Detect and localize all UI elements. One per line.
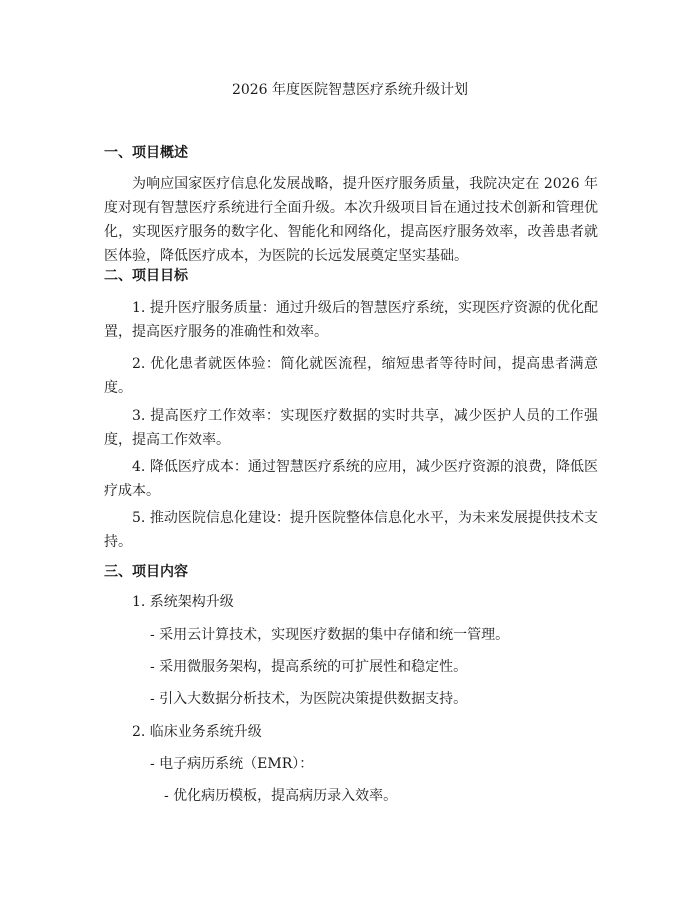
content-subitem: - 电子病历系统（EMR）：	[150, 756, 314, 772]
content-subitem: - 采用微服务架构，提高系统的可扩展性和稳定性。	[150, 659, 468, 675]
content-subitem: - 引入大数据分析技术，为医院决策提供数据支持。	[150, 691, 468, 707]
section-1-paragraph: 为响应国家医疗信息化发展战略，提升医疗服务质量，我院决定在 2026 年度对现有智慧医疗系统进行全面升级。本次升级项目旨在通过技术创新和管理优化，实现医疗服务的数字化、智能化和网络化，提高医疗服务效率，改善患者就医体验，降低医疗成本，为医院的长远发展奠定坚实基础。	[104, 176, 598, 264]
content-item-1: 1. 系统架构升级	[132, 594, 234, 610]
document-title: 2026 年度医院智慧医疗系统升级计划	[231, 82, 469, 98]
section-3-heading: 三、项目内容	[104, 564, 188, 580]
goal-item-5: 5. 推动医院信息化建设：提升医院整体信息化水平，为未来发展提供技术支持。	[104, 510, 598, 550]
content-subitem: - 采用云计算技术，实现医疗数据的集中存储和统一管理。	[150, 627, 510, 643]
goal-item-2: 2. 优化患者就医体验：简化就医流程，缩短患者等待时间，提高患者满意度。	[104, 356, 598, 396]
goal-item-1: 1. 提升医疗服务质量：通过升级后的智慧医疗系统，实现医疗资源的优化配置，提高医疗服务的准确性和效率。	[104, 300, 598, 340]
content-subsubitem: - 优化病历模板，提高病历录入效率。	[164, 788, 398, 804]
section-2-heading: 二、项目目标	[104, 268, 188, 284]
content-item-2: 2. 临床业务系统升级	[132, 724, 262, 740]
section-1-heading: 一、项目概述	[104, 145, 188, 161]
goal-item-4: 4. 降低医疗成本：通过智慧医疗系统的应用，减少医疗资源的浪费，降低医疗成本。	[104, 459, 598, 499]
goal-item-3: 3. 提高医疗工作效率：实现医疗数据的实时共享，减少医护人员的工作强度，提高工作效率。	[104, 408, 598, 448]
